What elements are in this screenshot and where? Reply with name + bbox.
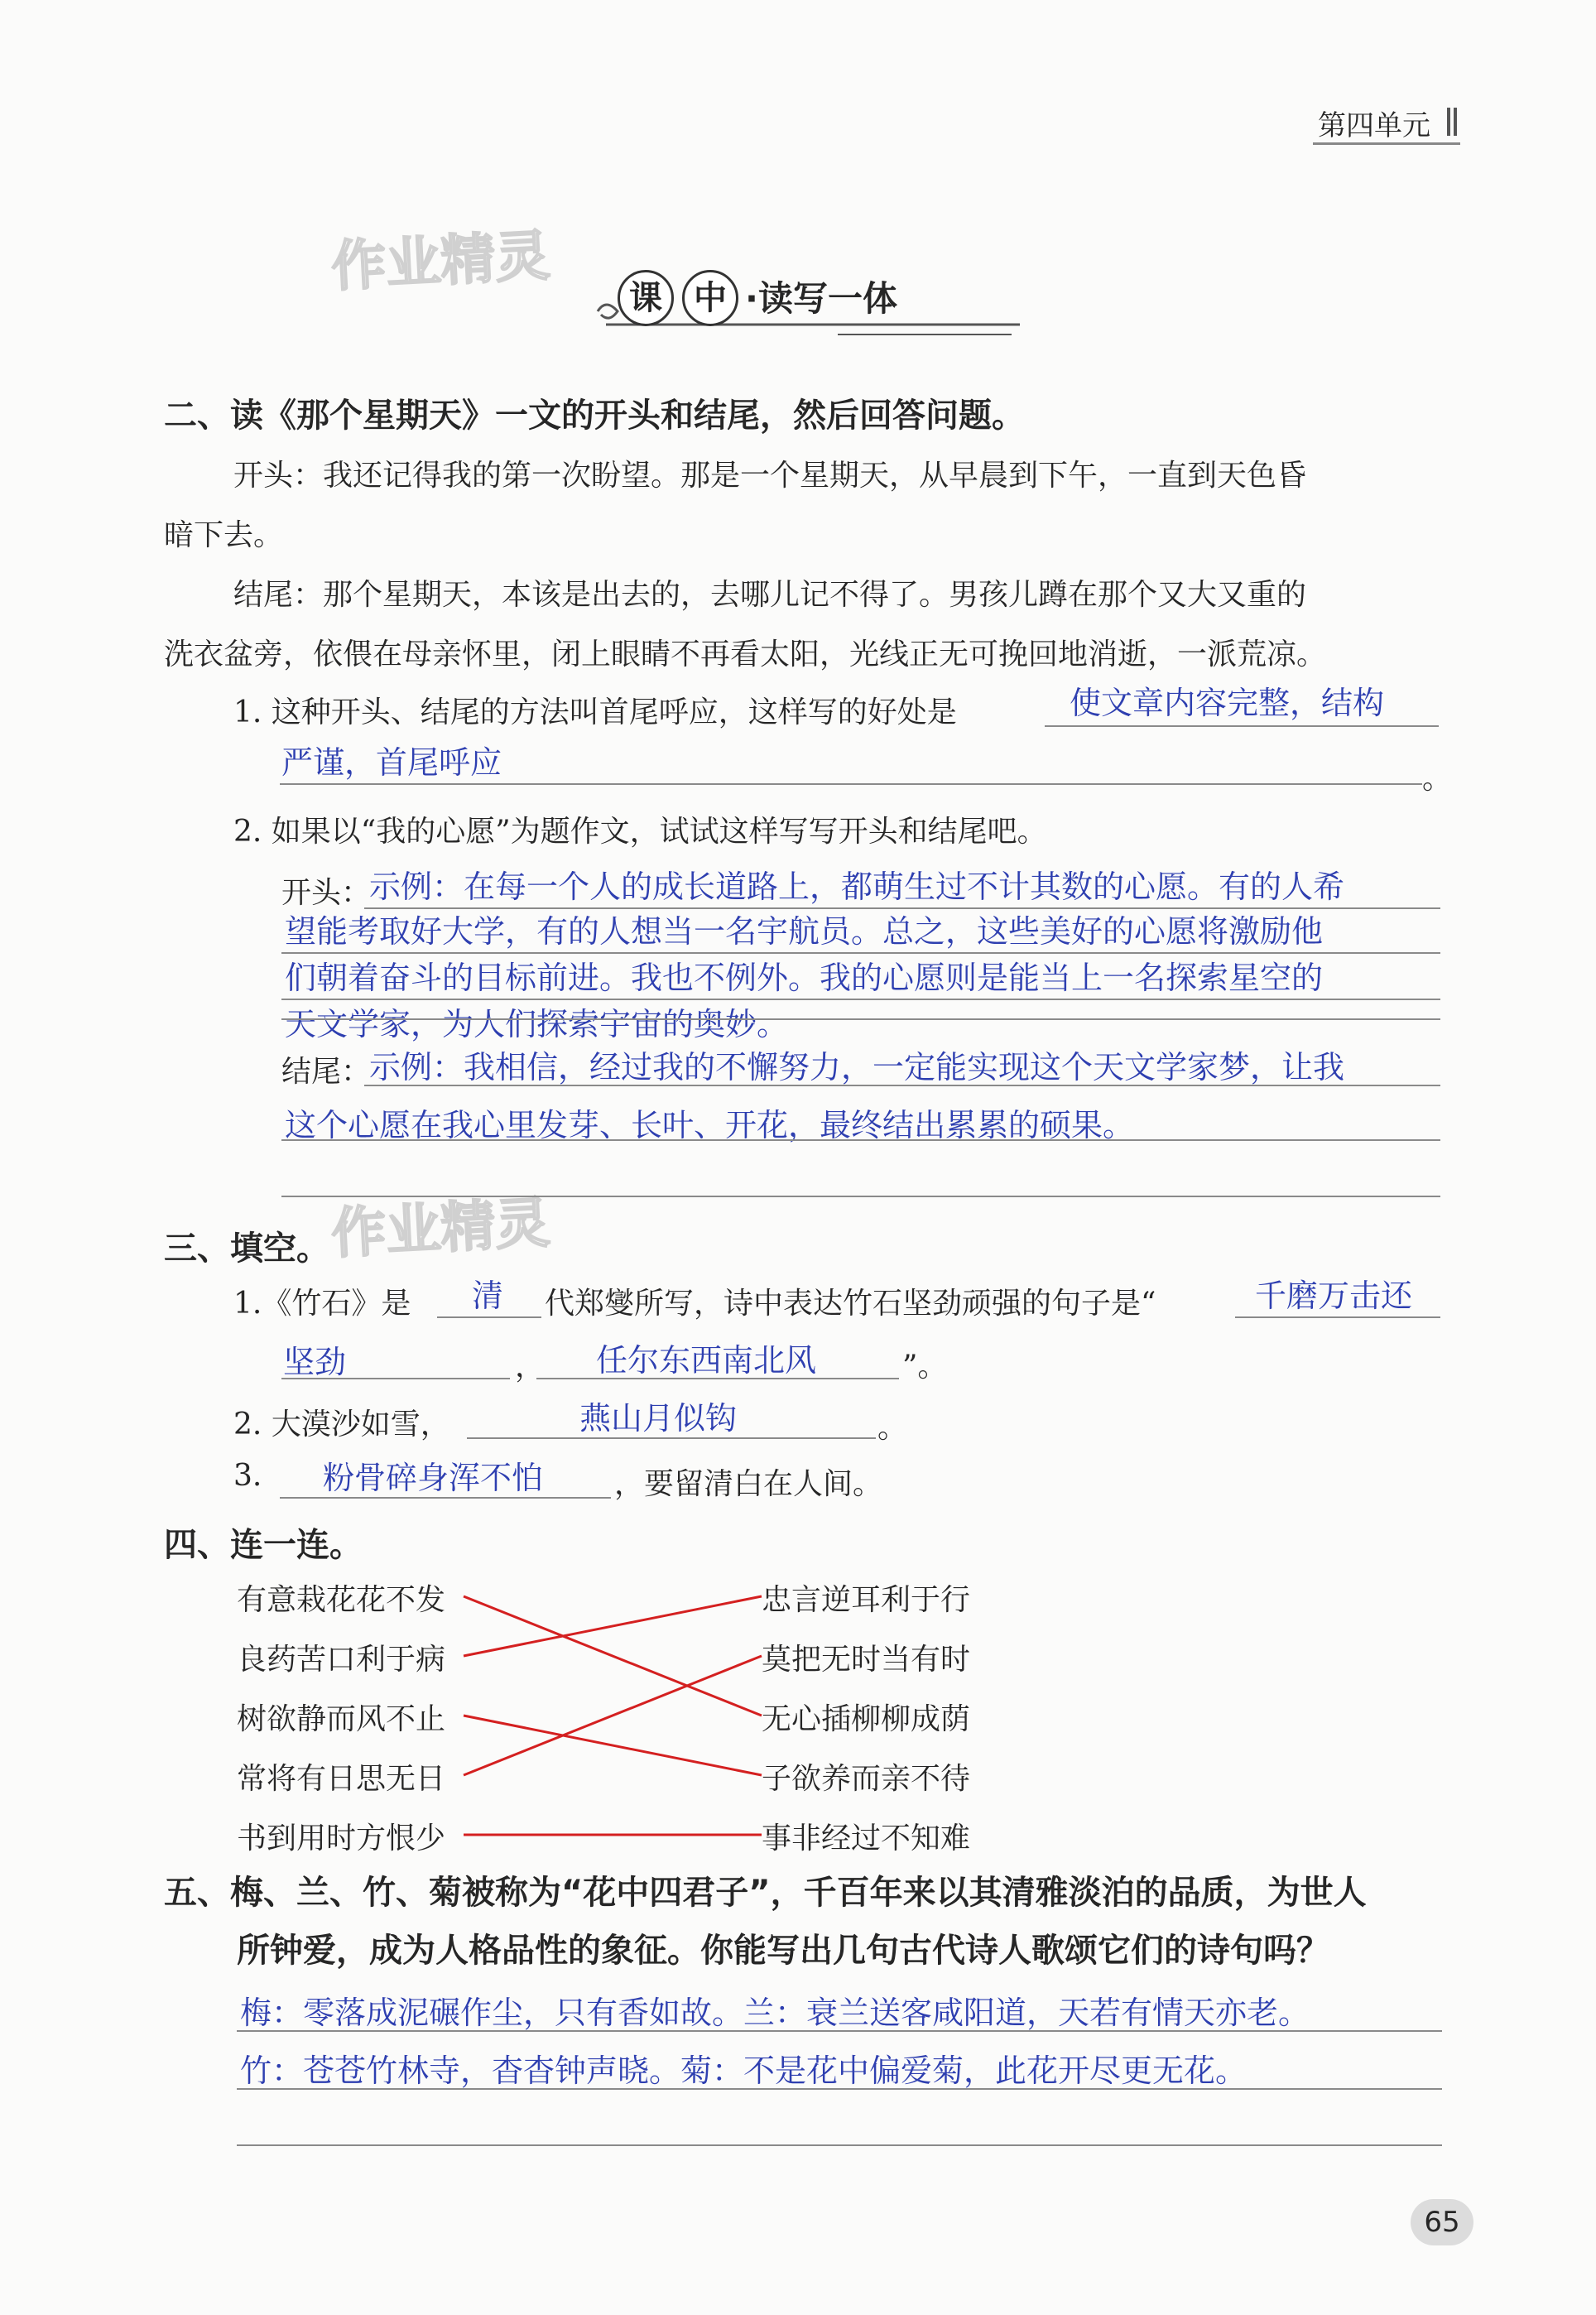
q2-intro-line: 开头：我还记得我的第一次盼望。那是一个星期天，从早晨到下午，一直到天色昏	[233, 459, 1307, 493]
q3-s1-text: 1.《竹石》是	[233, 1287, 411, 1321]
left-item: 常将有日思无日	[237, 1762, 446, 1796]
q3-s1-text: 代郑燮所写，诗中表达竹石坚劲顽强的句子是“	[545, 1287, 1156, 1321]
q2-close-answer: 示例：我相信，经过我的不懈努力，一定能实现这个天文学家梦，让我	[369, 1049, 1345, 1085]
q2-open-answer: 示例：在每一个人的成长道路上，都萌生过不计其数的心愿。有的人希	[369, 869, 1345, 905]
q2-sub1-answer: 严谨，首尾呼应	[281, 744, 502, 781]
q2-title: 二、读《那个星期天》一文的开头和结尾，然后回答问题。	[164, 397, 1025, 435]
watermark: 作业精灵	[329, 1191, 552, 1266]
match-line	[464, 1596, 762, 1656]
watermark: 作业精灵	[329, 224, 552, 299]
q4-title: 四、连一连。	[164, 1526, 363, 1564]
q2-open-answer: 天文学家，为人们探索宇宙的奥妙。	[285, 1006, 789, 1042]
q2-sub2-prompt: 2. 如果以“我的心愿”为题作文，试试这样写写开头和结尾吧。	[233, 815, 1047, 849]
q5-title: 所钟爱，成为人格品性的象征。你能写出几句古代诗人歌颂它们的诗句吗？	[237, 1932, 1329, 1970]
match-line	[464, 1656, 762, 1775]
q3-s1-comma: ，	[515, 1350, 546, 1384]
q2-ending-line: 结尾：那个星期天，本该是出去的，去哪儿记不得了。男孩儿蹲在那个又大又重的	[233, 578, 1307, 612]
q2-open-label: 开头：	[281, 876, 372, 910]
banner-title: ·读写一体	[745, 278, 897, 319]
q2-close-answer: 这个心愿在我心里发芽、长叶、开花，最终结出累累的硕果。	[285, 1107, 1135, 1143]
q2-open-answer: 望能考取好大学，有的人想当一名宇航员。总之，这些美好的心愿将激励他	[285, 913, 1324, 950]
q3-title: 三、填空。	[164, 1230, 329, 1268]
q3-s3-text: ，要留清白在人间。	[614, 1467, 883, 1501]
left-item: 有意栽花花不发	[237, 1583, 446, 1617]
answer-line	[237, 2144, 1442, 2146]
q3-s3-answer: 粉骨碎身浑不怕	[323, 1460, 544, 1496]
q5-answer: 竹：苍苍竹林寺，杳杳钟声晓。菊：不是花中偏爱菊，此花开尽更无花。	[240, 2053, 1247, 2089]
q2-sub1-prompt: 1. 这种开头、结尾的方法叫首尾呼应，这样写的好处是	[233, 695, 957, 729]
banner-circle-char: 中	[682, 270, 738, 326]
right-item: 事非经过不知难	[762, 1822, 971, 1855]
left-item: 书到用时方恨少	[237, 1822, 446, 1855]
q2-ending-line: 洗衣盆旁，依偎在母亲怀里，闭上眼睛不再看太阳，光线正无可挽回地消逝，一派荒凉。	[164, 638, 1327, 671]
q3-s2-answer: 燕山月似钩	[579, 1400, 738, 1437]
right-item: 无心插柳柳成荫	[762, 1702, 971, 1736]
right-item: 忠言逆耳利于行	[762, 1583, 971, 1617]
q3-s1-end: ”。	[902, 1350, 948, 1384]
q3-s2-text: 2. 大漠沙如雪，	[233, 1408, 450, 1441]
q3-s1-answer: 千磨万击还	[1255, 1278, 1413, 1314]
q3-s1-answer: 清	[472, 1278, 504, 1314]
q2-open-answer: 们朝着奋斗的目标前进。我也不例外。我的心愿则是能当上一名探索星空的	[285, 960, 1324, 996]
q3-s3-text: 3.	[233, 1459, 262, 1493]
unit-label: 第四单元	[1318, 109, 1430, 142]
q5-title: 五、梅、兰、竹、菊被称为“花中四君子”，千百年来以其清雅淡泊的品质，为世人	[164, 1874, 1367, 1912]
q3-s1-answer: 坚劲	[283, 1344, 347, 1380]
q2-intro-line: 暗下去。	[164, 518, 284, 552]
q2-sub1-answer: 使文章内容完整，结构	[1070, 685, 1385, 721]
page-number: 65	[1411, 2199, 1473, 2245]
q3-s1-answer: 任尔东西南北风	[596, 1342, 817, 1379]
q3-s2-end: 。	[877, 1411, 908, 1445]
right-item: 子欲养而亲不待	[762, 1762, 971, 1796]
q2-sub1-end: 。	[1422, 762, 1453, 796]
match-line	[464, 1716, 762, 1775]
answer-line	[237, 2088, 1442, 2090]
banner-circle-char: 课	[618, 270, 674, 326]
q5-answer: 梅：零落成泥碾作尘，只有香如故。兰：衰兰送客咸阳道，天若有情天亦老。	[240, 1995, 1310, 2031]
match-line	[464, 1596, 762, 1716]
right-item: 莫把无时当有时	[762, 1643, 971, 1677]
left-item: 良药苦口利于病	[237, 1643, 446, 1677]
left-item: 树欲静而风不止	[237, 1702, 446, 1736]
q2-close-label: 结尾：	[281, 1055, 372, 1089]
answer-line	[237, 2030, 1442, 2032]
